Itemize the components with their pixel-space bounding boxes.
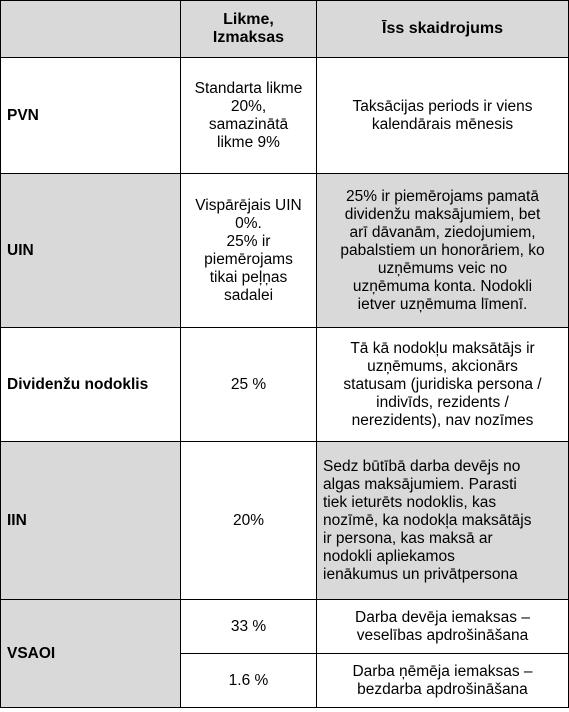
desc-line: Darba ņēmēja iemaksas –: [352, 662, 533, 680]
row-rate: [181, 174, 317, 328]
row-name: Dividenžu nodoklis: [1, 328, 181, 442]
desc-line: algas maksājumiem. Parasti: [323, 475, 517, 493]
desc-line: uzņēmums veic no: [377, 259, 508, 277]
table-row-vsaoi-employer: [1, 600, 569, 654]
row-rate: [181, 328, 317, 442]
desc-line: bezdarba apdrošināšana: [357, 680, 528, 698]
table-row-pvn: [1, 58, 569, 174]
desc-line: 25% ir piemērojams pamatā: [346, 187, 539, 205]
desc-line: kalendārais mēnesis: [371, 115, 514, 133]
table-row-dividend-tax: [1, 328, 569, 442]
desc-line: nerezidents), nav nozīmes: [351, 411, 534, 429]
desc-line: Tā kā nodokļu maksātājs ir: [350, 339, 535, 357]
desc-line: ienākumus un privātpersona: [323, 565, 518, 583]
row-name: IIN: [1, 442, 181, 600]
rate-line: piemērojams: [204, 250, 293, 268]
desc-line: indivīds, rezidents /: [376, 393, 509, 411]
row-name: PVN: [1, 58, 181, 174]
desc-line: statusam (juridiska persona /: [343, 375, 542, 393]
desc-line: nozīmē, ka nodokļa maksātājs: [323, 511, 532, 529]
rate-line: 1.6 %: [228, 671, 269, 689]
desc-line: ir persona, kas maksā ar: [323, 529, 493, 547]
desc-line: arī dāvanām, ziedojumiem,: [349, 223, 536, 241]
rate-line: 20%: [232, 511, 265, 529]
desc-line: nodokli apliekamos: [323, 547, 455, 565]
desc-line: Taksācijas periods ir viens: [352, 97, 533, 115]
rate-line: 33 %: [230, 617, 267, 635]
rate-line: Vispārējais UIN: [195, 196, 302, 214]
desc-line: veselības apdrošināšana: [356, 626, 529, 644]
rate-line: 0%.: [235, 214, 262, 232]
rate-line: 25% ir: [226, 232, 271, 250]
desc-line: pabalstiem un honorāriem, ko: [340, 241, 545, 259]
row-name: VSAOI: [1, 600, 181, 708]
rate-line: Standarta likme: [194, 79, 303, 97]
header-row: [1, 1, 569, 58]
row-rate: [181, 654, 317, 708]
rate-line: 20%,: [230, 97, 267, 115]
header-col-rate: [181, 1, 317, 58]
row-description: [317, 328, 569, 442]
desc-line: ietver uzņēmuma līmenī.: [357, 295, 528, 313]
rate-line: likme 9%: [217, 133, 280, 151]
row-description: [317, 174, 569, 328]
rate-line: 25 %: [230, 375, 267, 393]
desc-line: dividenžu maksājumiem, bet: [344, 205, 541, 223]
header-rate-line-2: Izmaksas: [212, 29, 285, 46]
desc-line: uzņēmuma konta. Nodokli: [352, 277, 533, 295]
row-description: [317, 600, 569, 654]
header-col-description: Īss skaidrojums: [317, 1, 569, 58]
row-rate: [181, 600, 317, 654]
desc-line: uzņēmums, akcionārs: [367, 357, 518, 375]
rate-line: samazinātā: [208, 115, 289, 133]
row-rate: [181, 442, 317, 600]
header-rate-line-1: Likme,: [223, 11, 274, 28]
rate-line: tikai peļņas: [209, 268, 288, 286]
desc-line: Darba devēja iemaksas –: [355, 608, 530, 626]
row-description: [317, 442, 569, 600]
row-description: [317, 58, 569, 174]
rate-line: sadalei: [223, 286, 274, 304]
header-col-name: [1, 1, 181, 58]
row-name: UIN: [1, 174, 181, 328]
desc-line: tiek ieturēts nodoklis, kas: [323, 493, 497, 511]
desc-line: Sedz būtībā darba devējs no: [323, 457, 521, 475]
table-row-uin: [1, 174, 569, 328]
table-row-iin: [1, 442, 569, 600]
row-rate: [181, 58, 317, 174]
row-description: [317, 654, 569, 708]
